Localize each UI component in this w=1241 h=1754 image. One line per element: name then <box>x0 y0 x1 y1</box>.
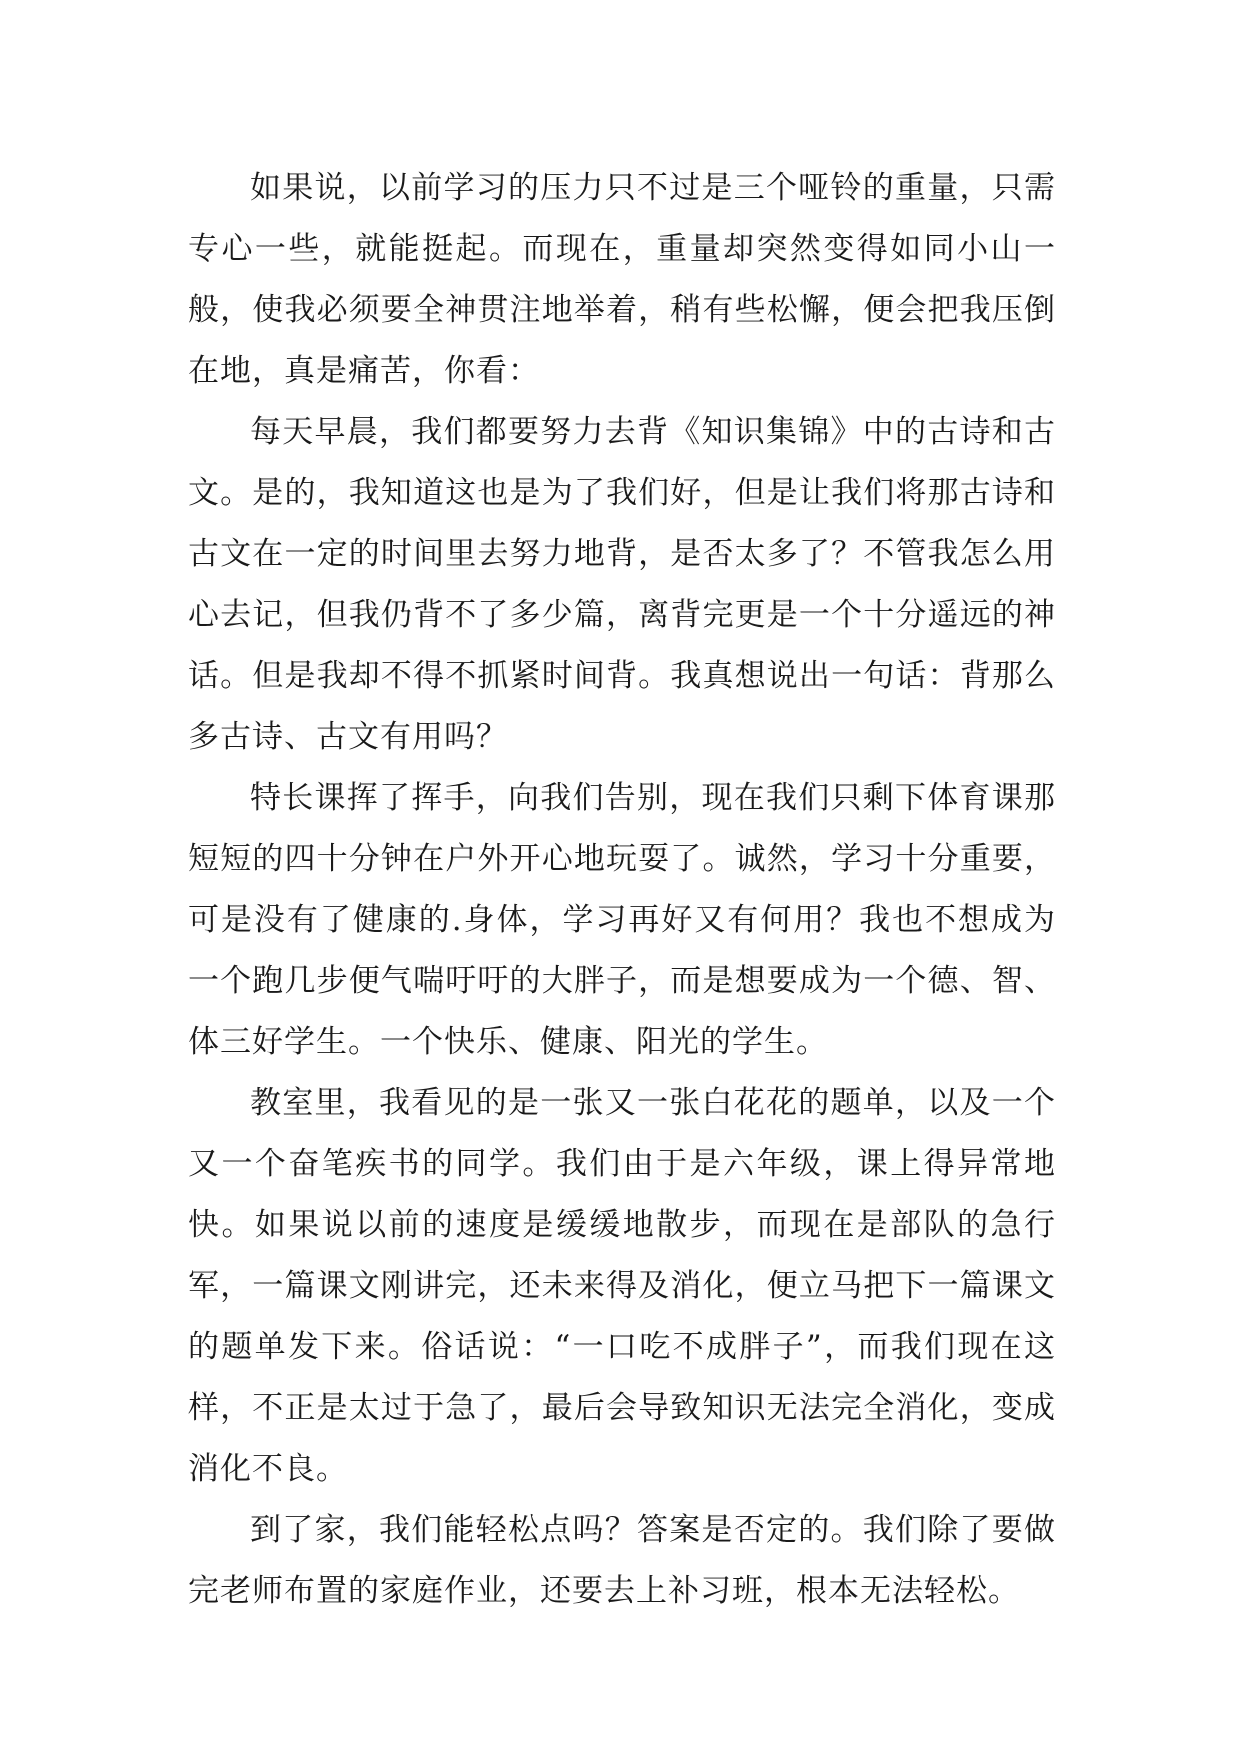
document-body <box>188 158 1056 1622</box>
paragraph-3: 特长课挥了挥手，向我们告别，现在我们只剩下体育课那短短的四十分钟在户外开心地玩耍了。诚然，学习十分重要，可是没有了健康的.身体，学习再好又有何用？我也不想成为一个跑几步便气喘吁吁的大胖子，而是想要成为一个德、智、体三好学生。一个快乐、健康、阳光的学生。 <box>188 780 1056 1060</box>
paragraph-2: 每天早晨，我们都要努力去背《知识集锦》中的古诗和古文。是的，我知道这也是为了我们好，但是让我们将那古诗和古文在一定的时间里去努力地背，是否太多了？不管我怎么用心去记，但我仍背不了多少篇，离背完更是一个十分遥远的神话。但是我却不得不抓紧时间背。我真想说出一句话：背那么多古诗、古文有用吗？ <box>188 414 1056 755</box>
paragraph-4: 教室里，我看见的是一张又一张白花花的题单，以及一个又一个奋笔疾书的同学。我们由于是六年级，课上得异常地快。如果说以前的速度是缓缓地散步，而现在是部队的急行军，一篇课文刚讲完，还未来得及消化，便立马把下一篇课文的题单发下来。俗话说：“一口吃不成胖子”，而我们现在这样，不正是太过于急了，最后会导致知识无法完全消化，变成消化不良。 <box>188 1085 1056 1487</box>
paragraph-5: 到了家，我们能轻松点吗？答案是否定的。我们除了要做完老师布置的家庭作业，还要去上补习班，根本无法轻松。 <box>188 1512 1056 1609</box>
paragraph-1: 如果说，以前学习的压力只不过是三个哑铃的重量，只需专心一些，就能挺起。而现在，重量却突然变得如同小山一般，使我必须要全神贯注地举着，稍有些松懈，便会把我压倒在地，真是痛苦，你看： <box>188 170 1056 389</box>
